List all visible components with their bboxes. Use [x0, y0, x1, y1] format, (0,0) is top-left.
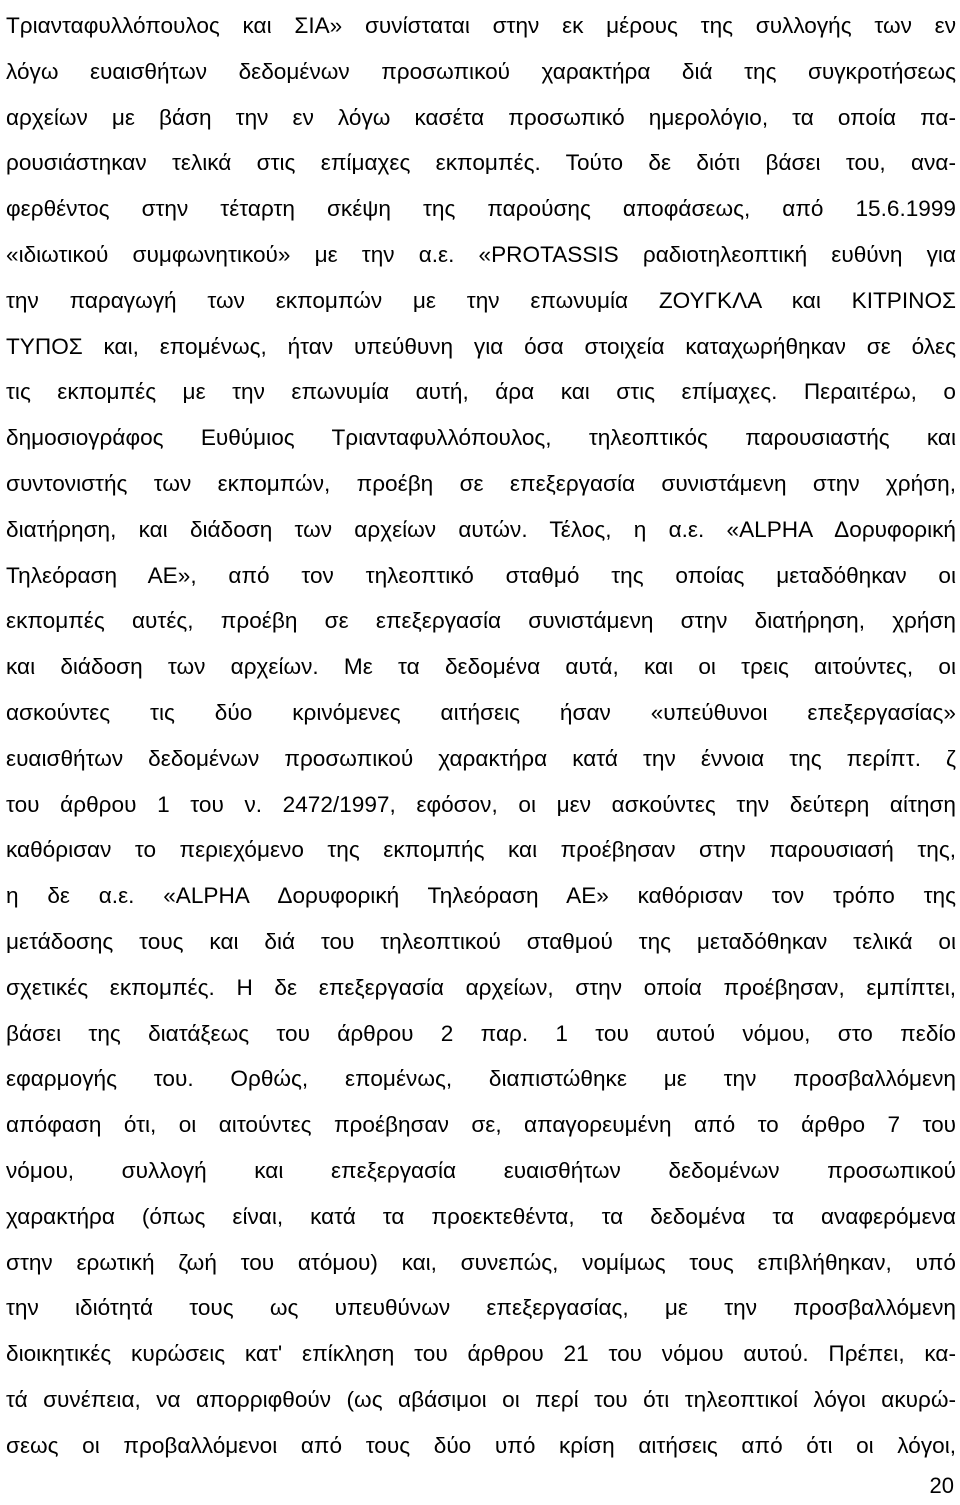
text-line: διοικητικές κυρώσεις κατ' επίκληση του άρθρου 21 του νόμου αυτού. Πρέπει, κα- — [6, 1341, 956, 1367]
text-line: αρχείων με βάση την εν λόγω κασέτα προσωπικό ημερολόγιο, τα οποία πα- — [6, 104, 956, 130]
text-line: τις εκπομπές με την επωνυμία αυτή, άρα και στις επίμαχες. Περαιτέρω, ο — [6, 379, 956, 405]
text-line: ευαισθήτων δεδομένων προσωπικού χαρακτήρα κατά την έννοια της περίπτ. ζ — [6, 745, 956, 771]
text-line: Τηλεόραση ΑΕ», από τον τηλεοπτικό σταθμό της οποίας μεταδόθηκαν οι — [6, 562, 956, 588]
text-line: μετάδοσης τους και διά του τηλεοπτικού σταθμού της μεταδόθηκαν τελικά οι — [6, 928, 956, 954]
text-line: λόγω ευαισθήτων δεδομένων προσωπικού χαρακτήρα διά της συγκροτήσεως — [6, 58, 956, 84]
text-line: στην ερωτική ζωή του ατόμου) και, συνεπώς, νομίμως τους επιβλήθηκαν, υπό — [6, 1249, 956, 1275]
text-line: ΤΥΠΟΣ και, επομένως, ήταν υπεύθυνη για όσα στοιχεία καταχωρήθηκαν σε όλες — [6, 333, 956, 359]
text-line: ασκούντες τις δύο κρινόμενες αιτήσεις ήσαν «υπεύθυνοι επεξεργασίας» — [6, 699, 956, 725]
text-line: η δε α.ε. «ALPHA Δορυφορική Τηλεόραση ΑΕ» καθόρισαν τον τρόπο της — [6, 883, 956, 909]
text-line: εφαρμογής του. Ορθώς, επομένως, διαπιστώθηκε με την προσβαλλόμενη — [6, 1066, 956, 1092]
text-line: του άρθρου 1 του ν. 2472/1997, εφόσον, οι μεν ασκούντες την δεύτερη αίτηση — [6, 791, 956, 817]
text-line: την ιδιότητά τους ως υπευθύνων επεξεργασίας, με την προσβαλλόμενη — [6, 1295, 956, 1321]
document-page — [6, 3, 956, 1469]
text-line: βάσει της διατάξεως του άρθρου 2 παρ. 1 του αυτού νόμου, στο πεδίο — [6, 1020, 956, 1046]
text-line: Τριανταφυλλόπουλος και ΣΙΑ» συνίσταται στην εκ μέρους της συλλογής των εν — [6, 13, 956, 38]
text-line: απόφαση ότι, οι αιτούντες προέβησαν σε, απαγορευμένη από το άρθρο 7 του — [6, 1112, 956, 1138]
text-line: «ιδιωτικού συμφωνητικού» με την α.ε. «PROTASSIS ραδιοτηλεοπτική ευθύνη για — [6, 241, 956, 267]
text-line: τά συνέπεια, να απορριφθούν (ως αβάσιμοι οι περί του ότι τηλεοπτικοί λόγοι ακυρώ- — [6, 1386, 956, 1412]
text-line: νόμου, συλλογή και επεξεργασία ευαισθήτων δεδομένων προσωπικού — [6, 1157, 956, 1183]
text-line: συντονιστής των εκπομπών, προέβη σε επεξεργασία συνιστάμενη στην χρήση, — [6, 470, 956, 496]
text-line: δημοσιογράφος Ευθύμιος Τριανταφυλλόπουλος, τηλεοπτικός παρουσιαστής και — [6, 425, 956, 451]
text-line: χαρακτήρα (όπως είναι, κατά τα προεκτεθέντα, τα δεδομένα τα αναφερόμενα — [6, 1203, 956, 1229]
text-line: φερθέντος στην τέταρτη σκέψη της παρούσης αποφάσεως, από 15.6.1999 — [6, 196, 956, 222]
page-number: 20 — [929, 1473, 954, 1498]
text-line: εκπομπές αυτές, προέβη σε επεξεργασία συνιστάμενη στην διατήρηση, χρήση — [6, 608, 956, 634]
text-line: και διάδοση των αρχείων. Με τα δεδομένα αυτά, και οι τρεις αιτούντες, οι — [6, 654, 956, 680]
text-line: σεως οι προβαλλόμενοι από τους δύο υπό κρίση αιτήσεις από ότι οι λόγοι, — [6, 1432, 956, 1458]
text-line: διατήρηση, και διάδοση των αρχείων αυτών. Τέλος, η α.ε. «ALPHA Δορυφορική — [6, 516, 956, 542]
text-line: σχετικές εκπομπές. Η δε επεξεργασία αρχείων, στην οποία προέβησαν, εμπίπτει, — [6, 974, 956, 1000]
text-line: ρουσιάστηκαν τελικά στις επίμαχες εκπομπές. Τούτο δε διότι βάσει του, ανα- — [6, 150, 956, 176]
text-line: την παραγωγή των εκπομπών με την επωνυμία ΖΟΥΓΚΛΑ και ΚΙΤΡΙΝΟΣ — [6, 287, 956, 313]
text-line: καθόρισαν το περιεχόμενο της εκπομπής και προέβησαν στην παρουσιασή της, — [6, 837, 956, 863]
